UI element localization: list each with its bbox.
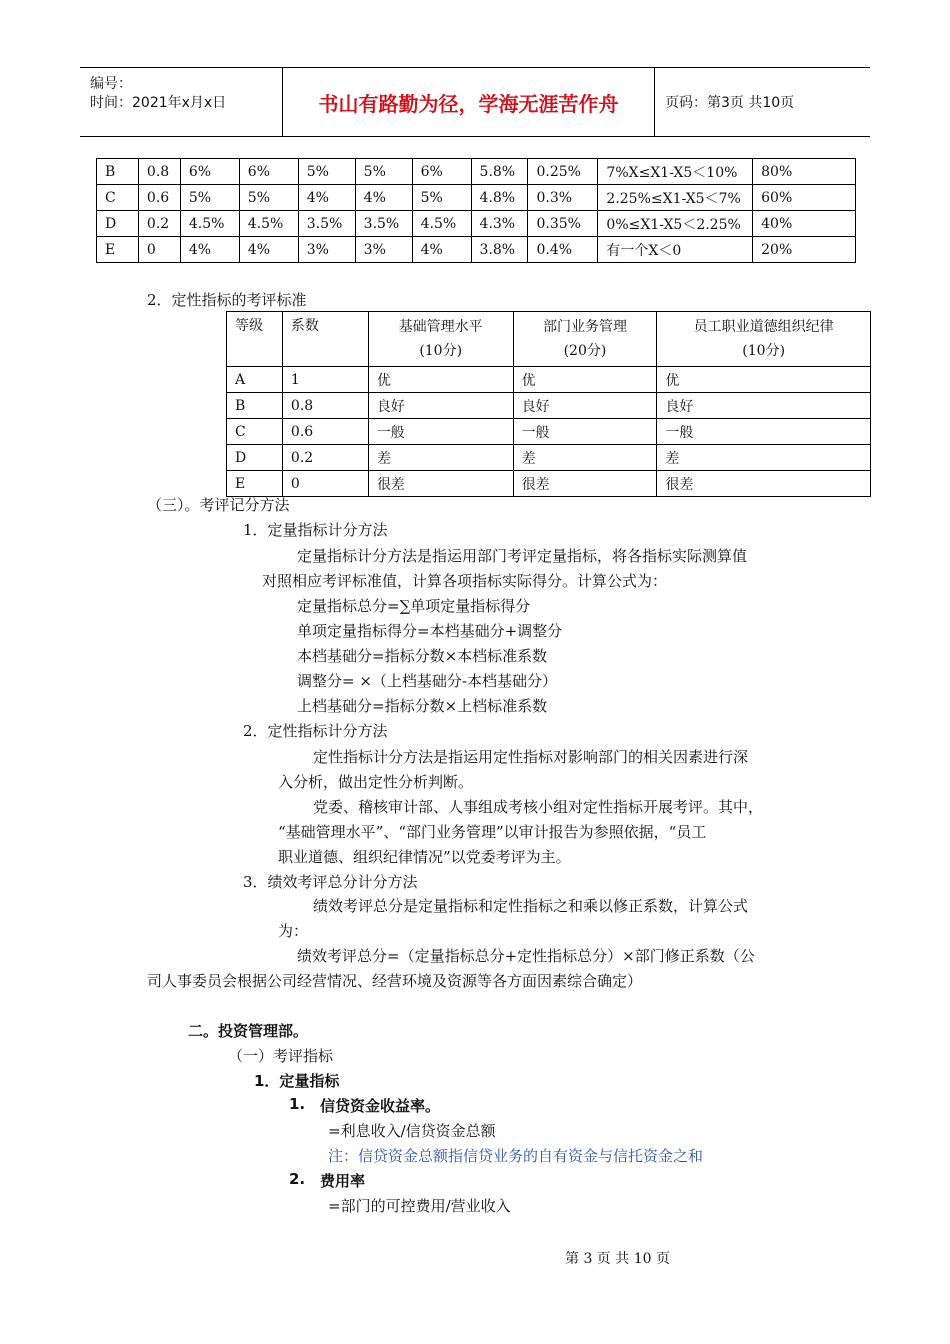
table-cell: 4% bbox=[239, 237, 298, 263]
table-cell: 良好 bbox=[657, 393, 871, 419]
table-cell: A bbox=[227, 367, 283, 393]
table-cell: 1 bbox=[282, 367, 368, 393]
header-dept-business: 部门业务管理 (20分) bbox=[513, 312, 657, 367]
paragraph-line: 司人事委员会根据公司经营情况、经营环境及资源等各方面因素综合确定） bbox=[147, 972, 643, 990]
header-basic-mgmt: 基础管理水平 (10分) bbox=[368, 312, 513, 367]
formula-line: 定量指标总分=∑单项定量指标得分 bbox=[297, 597, 531, 615]
header-meta bbox=[80, 68, 283, 136]
paragraph-line: “基础管理水平”、“部门业务管理”以审计报告为参照依据，“员工 bbox=[278, 823, 707, 841]
quantitative-standard-table bbox=[96, 158, 856, 263]
table-cell: 0.6 bbox=[282, 419, 368, 445]
paragraph-line: 绩效考评总分是定量指标和定性指标之和乘以修正系数，计算公式 bbox=[313, 897, 749, 915]
table-cell: 6% bbox=[412, 159, 471, 185]
subsection-1-title: 1．定量指标计分方法 bbox=[243, 521, 388, 539]
table-cell: D bbox=[227, 445, 283, 471]
table-cell: B bbox=[227, 393, 283, 419]
item-title: 信贷资金收益率。 bbox=[320, 1097, 441, 1115]
formula-line: 调整分= ×（上档基础分-本档基础分） bbox=[297, 672, 557, 690]
number-label: 编号： bbox=[90, 76, 132, 92]
header-coef: 系数 bbox=[282, 312, 368, 367]
subsection-3-title: 3．绩效考评总分计分方法 bbox=[243, 873, 418, 891]
table-cell: 一般 bbox=[657, 419, 871, 445]
table-cell: B bbox=[97, 159, 139, 185]
table-cell: 5% bbox=[180, 185, 239, 211]
table-cell: 6% bbox=[239, 159, 298, 185]
table-cell: 优 bbox=[513, 367, 657, 393]
table-cell: 优 bbox=[368, 367, 513, 393]
header-ethics: 员工职业道德组织纪律 (10分) bbox=[657, 312, 871, 367]
motto: 书山有路勤为径，学海无涯苦作舟 bbox=[318, 91, 619, 116]
table-cell: 良好 bbox=[368, 393, 513, 419]
table-cell: 2.25%≤X1-X5＜7% bbox=[598, 185, 753, 211]
subsection-2-title: 2．定性指标计分方法 bbox=[243, 722, 388, 740]
table-cell: 4.5% bbox=[239, 211, 298, 237]
note-line: 注：信贷资金总额指信贷业务的自有资金与信托资金之和 bbox=[328, 1147, 704, 1165]
time-label: 时间：2021年x月x日 bbox=[90, 95, 227, 111]
table-cell: 很差 bbox=[368, 471, 513, 497]
table-cell: 5% bbox=[355, 159, 412, 185]
formula-line: 上档基础分=指标分数×上档标准系数 bbox=[297, 697, 548, 715]
table-cell: 一般 bbox=[513, 419, 657, 445]
table-cell: 80% bbox=[753, 159, 856, 185]
page-header bbox=[80, 67, 870, 137]
table-cell: 5% bbox=[239, 185, 298, 211]
header-page-cell bbox=[655, 68, 870, 136]
item-number: 2. bbox=[289, 1170, 306, 1188]
table-cell: 一般 bbox=[368, 419, 513, 445]
table-cell: 差 bbox=[513, 445, 657, 471]
table-cell: 0.2 bbox=[282, 445, 368, 471]
table-cell: 3% bbox=[355, 237, 412, 263]
table-cell: 0.3% bbox=[528, 185, 598, 211]
table-cell: 0.8 bbox=[282, 393, 368, 419]
table-cell: 3% bbox=[298, 237, 355, 263]
table-row bbox=[227, 471, 871, 497]
table-row bbox=[227, 445, 871, 471]
formula-line: 本档基础分=指标分数×本档标准系数 bbox=[297, 647, 548, 665]
table-cell: 很差 bbox=[657, 471, 871, 497]
table-cell: 0.35% bbox=[528, 211, 598, 237]
table-cell: E bbox=[97, 237, 139, 263]
table-cell: 4.8% bbox=[471, 185, 528, 211]
item-title: 费用率 bbox=[320, 1172, 366, 1190]
table-cell: 0.8 bbox=[138, 159, 180, 185]
paragraph-line: 入分析，做出定性分析判断。 bbox=[278, 773, 474, 791]
table-cell: 4% bbox=[355, 185, 412, 211]
header-grade: 等级 bbox=[227, 312, 283, 367]
table-row bbox=[97, 211, 856, 237]
header-motto-cell bbox=[283, 68, 655, 136]
table-cell: 5% bbox=[412, 185, 471, 211]
table-cell: 差 bbox=[657, 445, 871, 471]
table-cell: 0.25% bbox=[528, 159, 598, 185]
table-cell: 4% bbox=[298, 185, 355, 211]
table-cell: 0.6 bbox=[138, 185, 180, 211]
paragraph-line: 定性指标计分方法是指运用定性指标对影响部门的相关因素进行深 bbox=[313, 748, 749, 766]
table-cell: C bbox=[227, 419, 283, 445]
formula-line: =利息收入/信贷资金总额 bbox=[328, 1122, 496, 1140]
item-number: 1. bbox=[289, 1095, 306, 1113]
quantitative-indicators-title: 1．定量指标 bbox=[254, 1072, 340, 1090]
table-cell: E bbox=[227, 471, 283, 497]
table-cell: 良好 bbox=[513, 393, 657, 419]
formula-line: 单项定量指标得分=本档基础分+调整分 bbox=[297, 622, 563, 640]
table-cell: 5.8% bbox=[471, 159, 528, 185]
paragraph-line: 党委、稽核审计部、人事组成考核小组对定性指标开展考评。其中， bbox=[313, 798, 764, 816]
paragraph-line: 对照相应考评标准值，计算各项指标实际得分。计算公式为： bbox=[262, 572, 668, 590]
table-cell: 0 bbox=[282, 471, 368, 497]
paragraph-line: 定量指标计分方法是指运用部门考评定量指标，将各指标实际测算值 bbox=[297, 547, 748, 565]
page-label: 页码：第3页 共10页 bbox=[665, 95, 795, 111]
table-cell: 40% bbox=[753, 211, 856, 237]
table-cell: 4.3% bbox=[471, 211, 528, 237]
table-row bbox=[97, 159, 856, 185]
table-cell: 差 bbox=[368, 445, 513, 471]
page-footer: 第 3 页 共 10 页 bbox=[565, 1251, 670, 1267]
table-cell: C bbox=[97, 185, 139, 211]
table-cell: 3.5% bbox=[298, 211, 355, 237]
table-cell: 0 bbox=[138, 237, 180, 263]
section2-title: 2．定性指标的考评标准 bbox=[147, 291, 307, 309]
table-cell: 3.8% bbox=[471, 237, 528, 263]
paragraph-line: 为： bbox=[278, 922, 309, 940]
table-cell: 有一个X＜0 bbox=[598, 237, 753, 263]
formula-line: 绩效考评总分=（定量指标总分+定性指标总分）×部门修正系数（公 bbox=[297, 947, 755, 965]
table-cell: 7%X≤X1-X5＜10% bbox=[598, 159, 753, 185]
qualitative-standard-table bbox=[226, 311, 871, 497]
table-cell: 4.5% bbox=[180, 211, 239, 237]
table-cell: 0.2 bbox=[138, 211, 180, 237]
table-cell: 5% bbox=[298, 159, 355, 185]
table-row bbox=[227, 367, 871, 393]
table-row bbox=[97, 237, 856, 263]
table-cell: 60% bbox=[753, 185, 856, 211]
table-row bbox=[227, 419, 871, 445]
table-cell: 0%≤X1-X5＜2.25% bbox=[598, 211, 753, 237]
paragraph-line: 职业道德、组织纪律情况”以党委考评为主。 bbox=[278, 848, 571, 866]
table-cell: 4% bbox=[180, 237, 239, 263]
table-cell: 4.5% bbox=[412, 211, 471, 237]
section-investment-title: 二。投资管理部。 bbox=[188, 1022, 309, 1040]
table-cell: 6% bbox=[180, 159, 239, 185]
table-cell: 20% bbox=[753, 237, 856, 263]
table-cell: 优 bbox=[657, 367, 871, 393]
section-scoring-title: （三）。考评记分方法 bbox=[147, 496, 290, 514]
table-header-row bbox=[227, 312, 871, 367]
formula-line: =部门的可控费用/营业收入 bbox=[328, 1197, 511, 1215]
table-row bbox=[97, 185, 856, 211]
table-cell: 3.5% bbox=[355, 211, 412, 237]
table-cell: 很差 bbox=[513, 471, 657, 497]
table-cell: 0.4% bbox=[528, 237, 598, 263]
subsection-indicators-title: （一）考评指标 bbox=[228, 1047, 334, 1065]
table-row bbox=[227, 393, 871, 419]
table-cell: 4% bbox=[412, 237, 471, 263]
table-cell: D bbox=[97, 211, 139, 237]
